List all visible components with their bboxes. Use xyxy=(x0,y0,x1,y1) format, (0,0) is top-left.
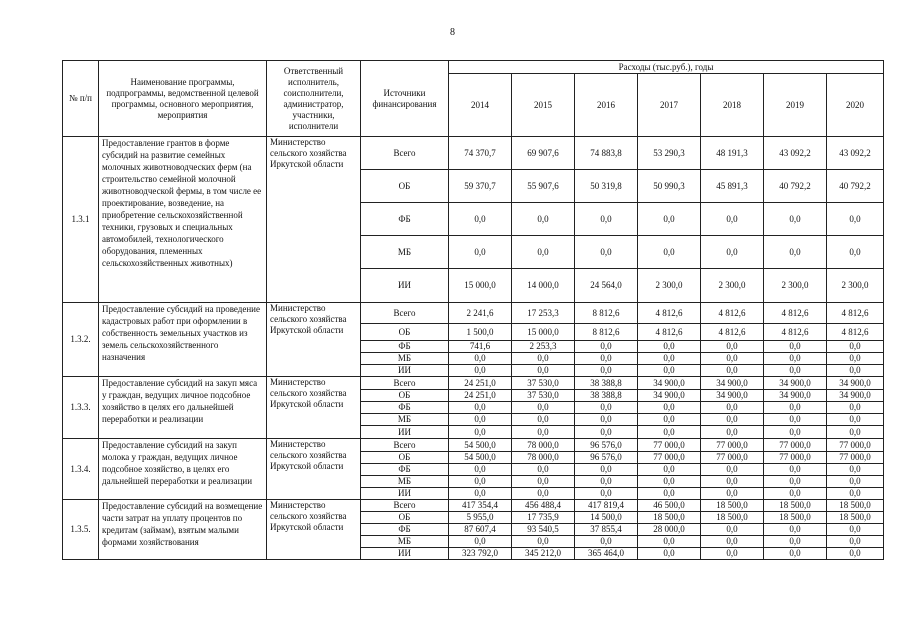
expense-value: 87 607,4 xyxy=(449,524,512,536)
expense-value: 2 253,3 xyxy=(512,341,575,353)
expense-value: 0,0 xyxy=(764,464,827,476)
program-executor: Министерство сельского хозяйства Иркутской области xyxy=(267,500,361,560)
expense-value: 74 370,7 xyxy=(449,137,512,170)
expense-value: 14 500,0 xyxy=(575,512,638,524)
budget-table xyxy=(62,60,884,560)
expense-value: 0,0 xyxy=(701,353,764,365)
expense-value: 741,6 xyxy=(449,341,512,353)
expense-value: 0,0 xyxy=(827,414,884,426)
program-executor: Министерство сельского хозяйства Иркутской области xyxy=(267,137,361,303)
expense-value: 0,0 xyxy=(701,426,764,439)
expense-value: 345 212,0 xyxy=(512,548,575,560)
expense-value: 24 251,0 xyxy=(449,390,512,402)
expense-value: 0,0 xyxy=(575,488,638,500)
expense-value: 0,0 xyxy=(764,548,827,560)
expense-value: 0,0 xyxy=(827,402,884,414)
expense-value: 59 370,7 xyxy=(449,170,512,203)
funding-source: Всего xyxy=(361,439,449,452)
expense-value: 4 812,6 xyxy=(701,324,764,341)
expense-value: 77 000,0 xyxy=(827,439,884,452)
expense-value: 15 000,0 xyxy=(512,324,575,341)
expense-value: 43 092,2 xyxy=(827,137,884,170)
expense-value: 365 464,0 xyxy=(575,548,638,560)
header-executor: Ответственный исполнитель, соисполнители, администратор, участники, исполнители xyxy=(267,61,361,137)
expense-value: 34 900,0 xyxy=(701,390,764,402)
expense-value: 0,0 xyxy=(764,353,827,365)
funding-source: ОБ xyxy=(361,452,449,464)
expense-value: 34 900,0 xyxy=(764,377,827,390)
expense-value: 93 540,5 xyxy=(512,524,575,536)
expense-value: 0,0 xyxy=(701,536,764,548)
expense-value: 0,0 xyxy=(512,476,575,488)
expense-value: 96 576,0 xyxy=(575,439,638,452)
expense-value: 18 500,0 xyxy=(764,500,827,512)
expense-value: 0,0 xyxy=(827,426,884,439)
expense-value: 77 000,0 xyxy=(827,452,884,464)
expense-value: 0,0 xyxy=(449,402,512,414)
expense-value: 4 812,6 xyxy=(827,324,884,341)
expense-value: 0,0 xyxy=(764,365,827,377)
expense-value: 4 812,6 xyxy=(764,324,827,341)
expense-value: 0,0 xyxy=(575,414,638,426)
program-name: Предоставление субсидий на закуп молока у граждан, ведущих личное подсобное хозяйство, в целях его дальнейшей переработки и реализации xyxy=(99,439,267,500)
program-executor: Министерство сельского хозяйства Иркутской области xyxy=(267,439,361,500)
expense-value: 0,0 xyxy=(575,353,638,365)
program-code: 1.3.4. xyxy=(63,439,99,500)
expense-value: 34 900,0 xyxy=(701,377,764,390)
expense-value: 0,0 xyxy=(764,476,827,488)
expense-value: 0,0 xyxy=(701,548,764,560)
expense-value: 77 000,0 xyxy=(701,452,764,464)
expense-value: 0,0 xyxy=(827,476,884,488)
expense-value: 78 000,0 xyxy=(512,452,575,464)
expense-value: 15 000,0 xyxy=(449,269,512,303)
expense-value: 0,0 xyxy=(575,476,638,488)
expense-value: 0,0 xyxy=(827,203,884,236)
expense-value: 0,0 xyxy=(701,476,764,488)
expense-value: 0,0 xyxy=(638,236,701,269)
header-year: 2016 xyxy=(575,74,638,137)
expense-value: 18 500,0 xyxy=(638,512,701,524)
header-year: 2019 xyxy=(764,74,827,137)
expense-value: 4 812,6 xyxy=(701,303,764,324)
expense-value: 54 500,0 xyxy=(449,439,512,452)
expense-value: 417 819,4 xyxy=(575,500,638,512)
expense-value: 0,0 xyxy=(575,464,638,476)
expense-value: 0,0 xyxy=(764,524,827,536)
expense-value: 77 000,0 xyxy=(701,439,764,452)
expense-value: 1 500,0 xyxy=(449,324,512,341)
expense-value: 24 251,0 xyxy=(449,377,512,390)
header-year: 2017 xyxy=(638,74,701,137)
expense-value: 0,0 xyxy=(512,203,575,236)
header-source: Источники финансирования xyxy=(361,61,449,137)
expense-value: 0,0 xyxy=(638,203,701,236)
expense-value: 0,0 xyxy=(575,365,638,377)
table-row xyxy=(63,303,884,324)
expense-value: 0,0 xyxy=(638,414,701,426)
expense-value: 18 500,0 xyxy=(701,512,764,524)
expense-value: 4 812,6 xyxy=(764,303,827,324)
expense-value: 17 253,3 xyxy=(512,303,575,324)
funding-source: ФБ xyxy=(361,203,449,236)
program-executor: Министерство сельского хозяйства Иркутской области xyxy=(267,303,361,377)
expense-value: 0,0 xyxy=(701,414,764,426)
expense-value: 43 092,2 xyxy=(764,137,827,170)
expense-value: 0,0 xyxy=(764,236,827,269)
program-name: Предоставление субсидий на возмещение части затрат на уплату процентов по кредитам (займам), взятым малыми формами хозяйствования xyxy=(99,500,267,560)
expense-value: 0,0 xyxy=(575,402,638,414)
expense-value: 0,0 xyxy=(449,203,512,236)
expense-value: 0,0 xyxy=(449,365,512,377)
expense-value: 0,0 xyxy=(764,402,827,414)
expense-value: 0,0 xyxy=(638,488,701,500)
expense-value: 0,0 xyxy=(764,426,827,439)
expense-value: 34 900,0 xyxy=(638,390,701,402)
expense-value: 0,0 xyxy=(449,476,512,488)
page-number: 8 xyxy=(450,27,455,38)
expense-value: 0,0 xyxy=(701,236,764,269)
expense-value: 0,0 xyxy=(827,236,884,269)
funding-source: ИИ xyxy=(361,548,449,560)
expense-value: 0,0 xyxy=(449,414,512,426)
funding-source: ФБ xyxy=(361,341,449,353)
expense-value: 0,0 xyxy=(827,488,884,500)
expense-value: 0,0 xyxy=(827,353,884,365)
header-no: № п/п xyxy=(63,61,99,137)
funding-source: ИИ xyxy=(361,269,449,303)
expense-value: 77 000,0 xyxy=(638,452,701,464)
expense-value: 53 290,3 xyxy=(638,137,701,170)
expense-value: 24 564,0 xyxy=(575,269,638,303)
expense-value: 0,0 xyxy=(827,464,884,476)
expense-value: 2 300,0 xyxy=(701,269,764,303)
expense-value: 0,0 xyxy=(449,353,512,365)
expense-value: 2 241,6 xyxy=(449,303,512,324)
funding-source: ОБ xyxy=(361,512,449,524)
expense-value: 34 900,0 xyxy=(827,390,884,402)
expense-value: 74 883,8 xyxy=(575,137,638,170)
expense-value: 0,0 xyxy=(764,414,827,426)
funding-source: ОБ xyxy=(361,324,449,341)
expense-value: 34 900,0 xyxy=(638,377,701,390)
expense-value: 0,0 xyxy=(575,203,638,236)
expense-value: 28 000,0 xyxy=(638,524,701,536)
header-year: 2018 xyxy=(701,74,764,137)
expense-value: 0,0 xyxy=(827,548,884,560)
table-row xyxy=(63,500,884,512)
header-year: 2014 xyxy=(449,74,512,137)
funding-source: ОБ xyxy=(361,170,449,203)
expense-value: 0,0 xyxy=(512,488,575,500)
expense-value: 77 000,0 xyxy=(764,452,827,464)
funding-source: ИИ xyxy=(361,365,449,377)
funding-source: ОБ xyxy=(361,390,449,402)
funding-source: МБ xyxy=(361,536,449,548)
table-body xyxy=(63,137,884,560)
expense-value: 0,0 xyxy=(638,353,701,365)
funding-source: ФБ xyxy=(361,402,449,414)
expense-value: 0,0 xyxy=(638,536,701,548)
expense-value: 50 319,8 xyxy=(575,170,638,203)
expense-value: 54 500,0 xyxy=(449,452,512,464)
expense-value: 46 500,0 xyxy=(638,500,701,512)
expense-value: 0,0 xyxy=(827,536,884,548)
expense-value: 38 388,8 xyxy=(575,390,638,402)
expense-value: 77 000,0 xyxy=(638,439,701,452)
funding-source: Всего xyxy=(361,137,449,170)
expense-value: 2 300,0 xyxy=(638,269,701,303)
expense-value: 0,0 xyxy=(701,365,764,377)
expense-value: 0,0 xyxy=(512,464,575,476)
funding-source: МБ xyxy=(361,236,449,269)
header-year: 2015 xyxy=(512,74,575,137)
funding-source: МБ xyxy=(361,476,449,488)
expense-value: 0,0 xyxy=(638,426,701,439)
expense-value: 0,0 xyxy=(638,464,701,476)
expense-value: 0,0 xyxy=(512,353,575,365)
expense-value: 0,0 xyxy=(512,402,575,414)
expense-value: 40 792,2 xyxy=(764,170,827,203)
expense-value: 0,0 xyxy=(449,464,512,476)
expense-value: 4 812,6 xyxy=(827,303,884,324)
expense-value: 0,0 xyxy=(575,236,638,269)
program-executor: Министерство сельского хозяйства Иркутской области xyxy=(267,377,361,439)
program-name: Предоставление грантов в форме субсидий на развитие семейных молочных животноводческих ферм (на строительство семейной молочной животноводческой фермы, в том числе ее проектирование, возведение, на приобретение сельскохозяйственной техники, грузовых и специальных автомобилей, технологического оборудования, племенных сельскохозяйственных животных) xyxy=(99,137,267,303)
expense-value: 55 907,6 xyxy=(512,170,575,203)
expense-value: 0,0 xyxy=(575,341,638,353)
expense-value: 0,0 xyxy=(512,236,575,269)
expense-value: 0,0 xyxy=(449,236,512,269)
expense-value: 0,0 xyxy=(638,402,701,414)
expense-value: 77 000,0 xyxy=(764,439,827,452)
expense-value: 0,0 xyxy=(575,426,638,439)
expense-value: 18 500,0 xyxy=(764,512,827,524)
expense-value: 0,0 xyxy=(827,341,884,353)
expense-value: 0,0 xyxy=(638,476,701,488)
expense-value: 17 735,9 xyxy=(512,512,575,524)
expense-value: 4 812,6 xyxy=(638,324,701,341)
funding-source: ИИ xyxy=(361,426,449,439)
expense-value: 0,0 xyxy=(512,365,575,377)
expense-value: 34 900,0 xyxy=(827,377,884,390)
expense-value: 69 907,6 xyxy=(512,137,575,170)
expense-value: 45 891,3 xyxy=(701,170,764,203)
expense-value: 8 812,6 xyxy=(575,324,638,341)
expense-value: 5 955,0 xyxy=(449,512,512,524)
expense-value: 0,0 xyxy=(512,414,575,426)
expense-value: 0,0 xyxy=(827,524,884,536)
program-code: 1.3.5. xyxy=(63,500,99,560)
expense-value: 0,0 xyxy=(701,488,764,500)
expense-value: 0,0 xyxy=(701,402,764,414)
expense-value: 2 300,0 xyxy=(764,269,827,303)
program-name: Предоставление субсидий на закуп мяса у граждан, ведущих личное подсобное хозяйство в целях его дальнейшей переработки и реализации xyxy=(99,377,267,439)
program-name: Предоставление субсидий на проведение кадастровых работ при оформлении в собственность земельных участков из земель сельскохозяйственного назначения xyxy=(99,303,267,377)
funding-source: МБ xyxy=(361,414,449,426)
table-row xyxy=(63,377,884,390)
expense-value: 0,0 xyxy=(701,464,764,476)
expense-value: 8 812,6 xyxy=(575,303,638,324)
expense-value: 417 354,4 xyxy=(449,500,512,512)
expense-value: 14 000,0 xyxy=(512,269,575,303)
expense-value: 0,0 xyxy=(638,341,701,353)
expense-value: 18 500,0 xyxy=(827,512,884,524)
expense-value: 37 530,0 xyxy=(512,377,575,390)
expense-value: 0,0 xyxy=(827,365,884,377)
expense-value: 0,0 xyxy=(764,203,827,236)
funding-source: Всего xyxy=(361,303,449,324)
expense-value: 0,0 xyxy=(449,536,512,548)
program-code: 1.3.3. xyxy=(63,377,99,439)
expense-value: 0,0 xyxy=(512,426,575,439)
expense-value: 456 488,4 xyxy=(512,500,575,512)
expense-value: 2 300,0 xyxy=(827,269,884,303)
expense-value: 0,0 xyxy=(764,488,827,500)
expense-value: 50 990,3 xyxy=(638,170,701,203)
funding-source: Всего xyxy=(361,377,449,390)
expense-value: 37 530,0 xyxy=(512,390,575,402)
table-row xyxy=(63,439,884,452)
funding-source: ФБ xyxy=(361,464,449,476)
expense-value: 96 576,0 xyxy=(575,452,638,464)
expense-value: 0,0 xyxy=(701,203,764,236)
header-year: 2020 xyxy=(827,74,884,137)
expense-value: 38 388,8 xyxy=(575,377,638,390)
table-row xyxy=(63,137,884,170)
funding-source: МБ xyxy=(361,353,449,365)
funding-source: ФБ xyxy=(361,524,449,536)
expense-value: 0,0 xyxy=(764,341,827,353)
header-expenses: Расходы (тыс.руб.), годы xyxy=(449,61,884,74)
expense-value: 0,0 xyxy=(764,536,827,548)
expense-value: 0,0 xyxy=(638,548,701,560)
expense-value: 0,0 xyxy=(512,536,575,548)
expense-value: 0,0 xyxy=(575,536,638,548)
expense-value: 18 500,0 xyxy=(701,500,764,512)
expense-value: 40 792,2 xyxy=(827,170,884,203)
expense-value: 0,0 xyxy=(449,426,512,439)
funding-source: ИИ xyxy=(361,488,449,500)
expense-value: 323 792,0 xyxy=(449,548,512,560)
expense-value: 0,0 xyxy=(449,488,512,500)
expense-value: 0,0 xyxy=(701,341,764,353)
program-code: 1.3.1 xyxy=(63,137,99,303)
expense-value: 0,0 xyxy=(701,524,764,536)
header-name: Наименование программы, подпрограммы, ведомственной целевой программы, основного мероприятия, мероприятия xyxy=(99,61,267,137)
expense-value: 18 500,0 xyxy=(827,500,884,512)
expense-value: 78 000,0 xyxy=(512,439,575,452)
expense-value: 4 812,6 xyxy=(638,303,701,324)
expense-value: 34 900,0 xyxy=(764,390,827,402)
expense-value: 48 191,3 xyxy=(701,137,764,170)
expense-value: 0,0 xyxy=(638,365,701,377)
program-code: 1.3.2. xyxy=(63,303,99,377)
expense-value: 37 855,4 xyxy=(575,524,638,536)
funding-source: Всего xyxy=(361,500,449,512)
